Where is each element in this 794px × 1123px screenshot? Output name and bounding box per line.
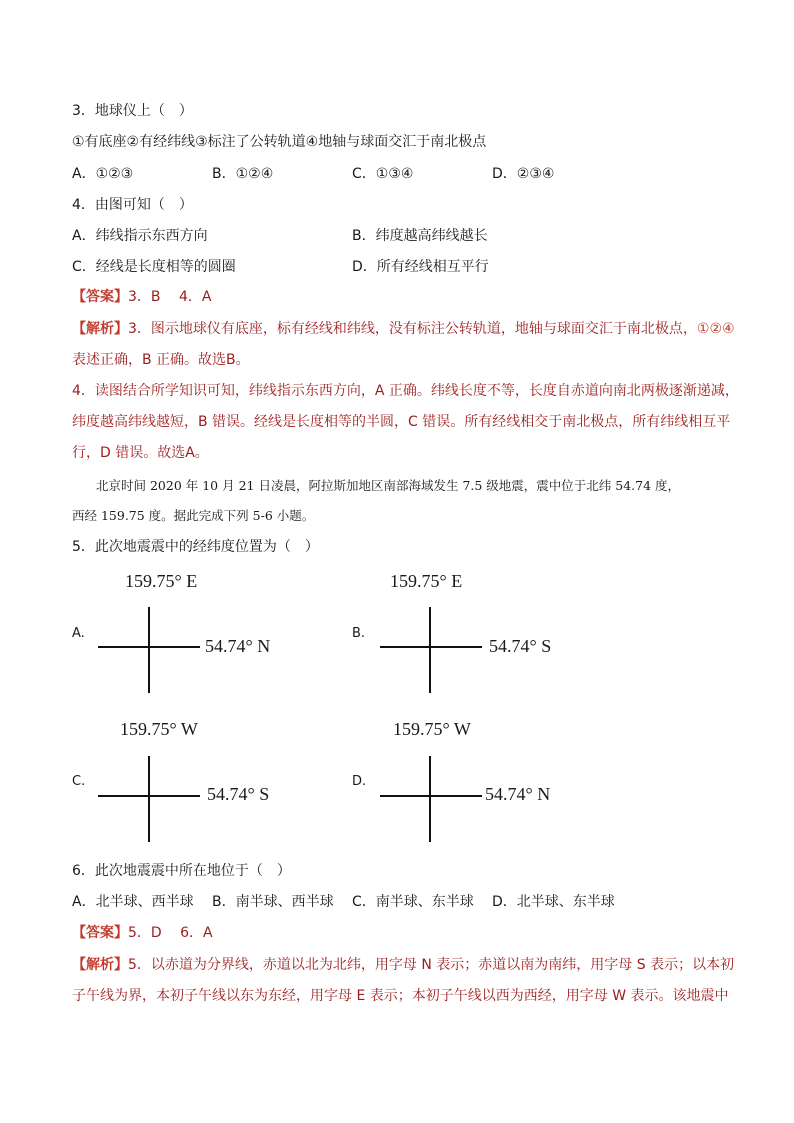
q3-statements: ①有底座②有经纬线③标注了公转轨道④地轴与球面交汇于南北极点: [72, 134, 487, 150]
answer-block-1: [72, 287, 211, 307]
passage-line-2: 西经 159.75 度。据此完成下列 5-6 小题。: [72, 508, 315, 523]
answer-tag: 【答案】: [72, 289, 128, 305]
q3-stem: 3．地球仪上（ ）: [72, 103, 193, 119]
q5-stem: 5．此次地震震中的经纬度位置为（ ）: [72, 539, 319, 555]
analysis-text: 3．图示地球仪有底座，标有经线和纬线，没有标注公转轨道，地轴与球面交汇于南北极点，: [128, 321, 697, 337]
analysis-circled-marks: ①②④: [696, 321, 735, 337]
analysis-line-1: [72, 319, 735, 339]
q4-stem: 4．由图可知（ ）: [72, 197, 193, 213]
q5-option-b-meridian-line: [429, 607, 431, 693]
q5-option-d-meridian-line: [429, 756, 431, 842]
analysis-line-2: 表述正确，B 正确。故选B。: [72, 352, 250, 368]
q5-option-c-longitude: 159.75° W: [120, 719, 198, 739]
analysis-line-5: 行，D 错误。故选A。: [72, 445, 209, 461]
q3-option-d[interactable]: D．②③④: [492, 166, 555, 182]
q5-option-b-latitude: 54.74° S: [489, 636, 552, 656]
answer-text: 3．B 4．A: [128, 289, 212, 305]
answer-block-2: [72, 923, 213, 943]
q5-option-a-letter: A.: [72, 626, 85, 641]
q4-option-b[interactable]: B．纬度越高纬线越长: [352, 228, 488, 244]
q5-option-a-meridian-line: [148, 607, 150, 693]
q6-option-b[interactable]: B．南半球、西半球: [212, 894, 334, 910]
q3-option-a[interactable]: A．①②③: [72, 166, 134, 182]
analysis-line-4: 纬度越高纬线越短，B 错误。经线是长度相等的半圆，C 错误。所有经线相交于南北极点，所有纬线相互平: [72, 414, 731, 430]
q5-option-b-parallel-line: [380, 646, 482, 648]
q6-option-c[interactable]: C．南半球、东半球: [352, 894, 474, 910]
q5-option-c-meridian-line: [148, 756, 150, 842]
q3-option-c[interactable]: C．①③④: [352, 166, 414, 182]
q5-option-c-parallel-line: [98, 795, 200, 797]
q6-option-a[interactable]: A．北半球、西半球: [72, 894, 194, 910]
q5-option-d-longitude: 159.75° W: [393, 719, 471, 739]
q5-option-b-letter: B.: [352, 626, 366, 641]
q5-option-c-latitude: 54.74° S: [207, 784, 270, 804]
q5-option-d-letter: D.: [352, 774, 367, 789]
q5-option-a-parallel-line: [98, 646, 200, 648]
q5-option-d-parallel-line: [380, 795, 482, 797]
q4-option-c[interactable]: C．经线是长度相等的圆圈: [72, 259, 236, 275]
q4-option-a[interactable]: A．纬线指示东西方向: [72, 228, 208, 244]
answer-tag-2: 【答案】: [72, 925, 128, 941]
q4-option-d[interactable]: D．所有经线相互平行: [352, 259, 489, 275]
answer-text-2: 5．D 6．A: [128, 925, 213, 941]
q3-option-b[interactable]: B．①②④: [212, 166, 274, 182]
q5-option-b-longitude: 159.75° E: [390, 571, 463, 591]
analysis2-text: 5．以赤道为分界线，赤道以北为北纬，用字母 N 表示；赤道以南为南纬，用字母 S 表示；以本初: [128, 957, 735, 973]
q6-stem: 6．此次地震震中所在地位于（ ）: [72, 863, 291, 879]
q5-option-c-letter: C.: [72, 774, 86, 789]
q6-option-d[interactable]: D．北半球、东半球: [492, 894, 615, 910]
passage-line-1: 北京时间 2020 年 10 月 21 日凌晨，阿拉斯加地区南部海域发生 7.5 级地震，震中位于北纬 54.74 度，: [96, 478, 681, 493]
analysis2-line-2: 子午线为界，本初子午线以东为东经，用字母 E 表示；本初子午线以西为西经，用字母 W 表示。该地震中: [72, 988, 729, 1004]
analysis-tag: 【解析】: [72, 321, 128, 337]
analysis-line-3: 4．读图结合所学知识可知，纬线指示东西方向，A 正确。纬线长度不等，长度自赤道向南北两极逐渐递减，: [72, 383, 739, 399]
analysis2-line-1: [72, 955, 734, 975]
q5-option-a-longitude: 159.75° E: [125, 571, 198, 591]
analysis-tag-2: 【解析】: [72, 957, 128, 973]
q5-option-d-latitude: 54.74° N: [485, 784, 551, 804]
q5-option-a-latitude: 54.74° N: [205, 636, 271, 656]
